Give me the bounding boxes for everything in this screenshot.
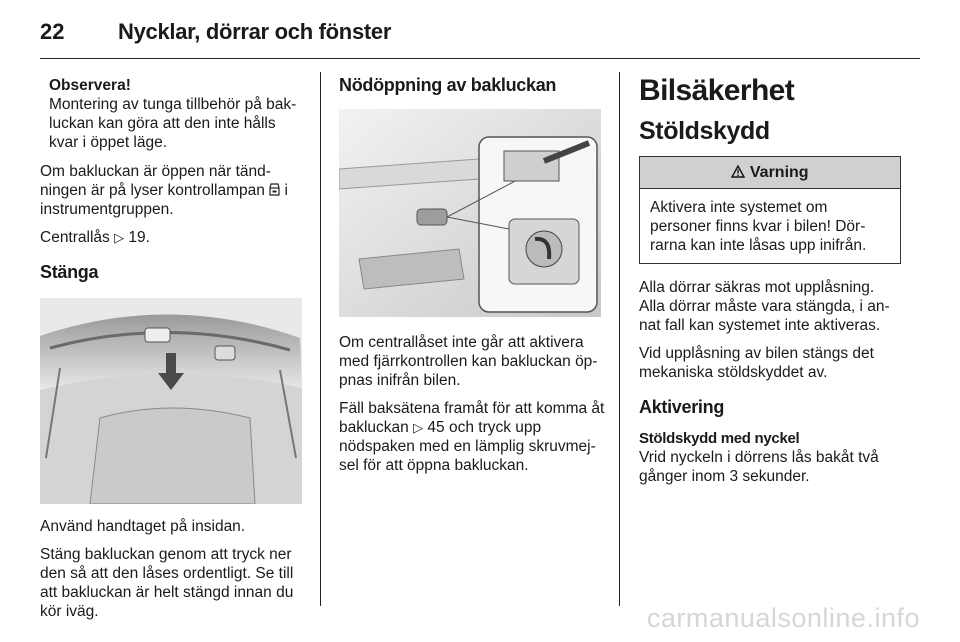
tailgate-warning-icon [269,182,280,197]
column-1 [40,76,306,630]
chapter-title: Nycklar, dörrar och fönster [118,19,392,44]
warning-text: Aktivera inte systemet om personer finns kvar i bilen! Dör- rarna kan inte låsas upp inifrån. [650,199,867,254]
paragraph-text: och tryck upp nödspaken med en lämplig skruvmej- sel för att öppna bakluckan. [339,419,596,474]
subsection-title: Stöldskydd [639,117,770,145]
column-3 [639,74,901,495]
paragraph: Alla dörrar säkras mot upplåsning. Alla dörrar måste vara stängda, i an- nat fall kan systemet inte aktiveras. [639,279,890,334]
emergency-release-illustration [339,109,601,317]
paragraph: Stäng bakluckan genom att tryck ner den så att den låses ordentligt. Se till att bakluckan är helt stängd innan du kör iväg. [40,546,294,620]
column-divider [619,72,620,606]
section-heading: Aktivering [639,397,725,417]
paragraph-text: Centrallås [40,229,110,246]
paragraph: Vrid nyckeln i dörrens lås bakåt två gånger inom 3 sekunder. [639,449,879,485]
paragraph [339,399,605,475]
column-divider [320,72,321,606]
warning-box [639,156,901,264]
page-header [40,16,391,48]
subheading: Stöldskydd med nyckel [639,430,800,447]
watermark: carmanualsonline.info [646,603,920,633]
page-number: 22 [40,19,65,44]
page-ref-link[interactable]: 19. [128,229,150,246]
note-text: Montering av tunga tillbehör på bak- luckan kan göra att den inte hålls kvar i öppet läge. [49,96,297,151]
warning-header [640,157,900,189]
header-divider [40,58,920,59]
warning-label: Varning [749,164,809,181]
note-title: Observera! [49,77,131,94]
page-ref-link[interactable]: 45 [427,419,445,436]
section-heading: Stänga [40,262,99,282]
page-ref-arrow-icon: ▷ [413,420,424,435]
paragraph [40,162,306,219]
paragraph-text: Om bakluckan är öppen när tänd- ningen är på lyser kontrollampan [40,163,271,199]
warning-triangle-icon [731,165,745,178]
paragraph: Vid upplåsning av bilen stängs det mekaniska stöldskyddet av. [639,345,874,381]
column-2 [339,76,605,484]
paragraph: Om centrallåset inte går att aktivera med fjärrkontrollen kan bakluckan öp- pnas inifrån bilen. [339,334,598,389]
note-block [40,76,306,152]
section-heading: Nödöppning av bakluckan [339,75,557,95]
paragraph: Använd handtaget på insidan. [40,518,246,535]
tailgate-closing-illustration [40,298,302,504]
page-ref-arrow-icon: ▷ [114,230,125,245]
paragraph-text: i instrumentgruppen. [40,182,288,218]
paragraph-text: Fäll baksätena framåt för att komma åt bakluckan [339,400,605,436]
section-title: Bilsäkerhet [639,74,795,107]
paragraph [40,228,306,247]
